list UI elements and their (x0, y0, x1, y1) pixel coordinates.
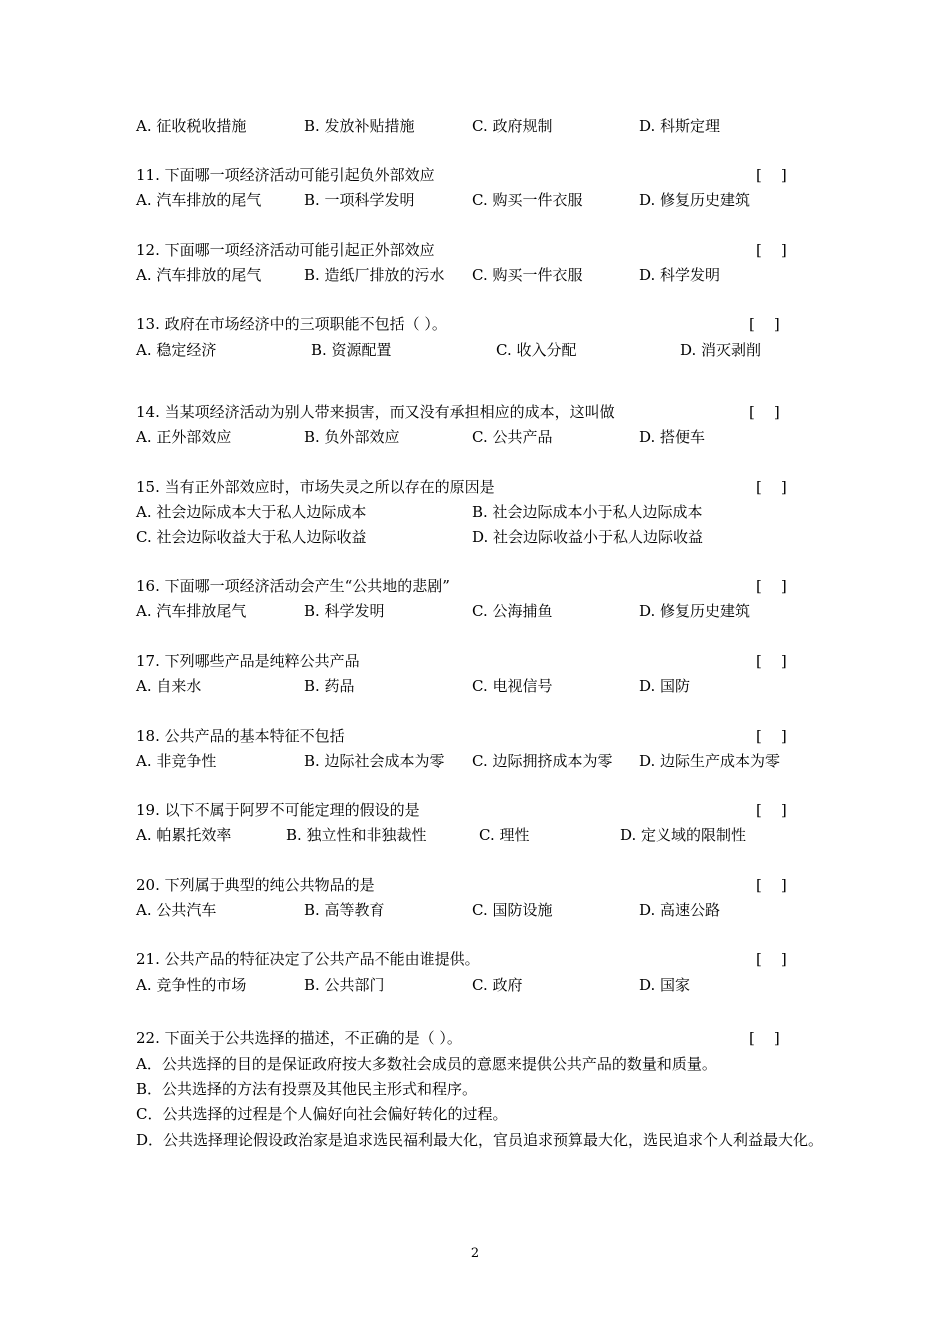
q17-answer-bracket: [ ] (756, 652, 787, 670)
q18-stem: 18. 公共产品的基本特征不包括 (136, 727, 345, 745)
q14-stem-row (136, 401, 816, 423)
q12-option-a: A. 汽车排放的尾气 (136, 266, 262, 284)
q19-answer-bracket: [ ] (756, 801, 787, 819)
q16-option-d: D. 修复历史建筑 (639, 602, 751, 620)
q17-option-c: C. 电视信号 (472, 677, 553, 695)
q15-stem-row (136, 476, 816, 498)
q17-option-a: A. 自来水 (136, 677, 202, 695)
q15-option-a: A. 社会边际成本大于私人边际成本 (136, 503, 367, 521)
q14-option-a: A. 正外部效应 (136, 428, 232, 446)
q10-option-b: B. 发放补贴措施 (304, 117, 415, 135)
q19-stem-row (136, 799, 816, 821)
q18-option-a: A. 非竞争性 (136, 752, 217, 770)
q16-option-c: C. 公海捕鱼 (472, 602, 553, 620)
q11-option-b: B. 一项科学发明 (304, 191, 415, 209)
q20-answer-bracket: [ ] (756, 876, 787, 894)
q11-option-a: A. 汽车排放的尾气 (136, 191, 262, 209)
q18-answer-bracket: [ ] (756, 727, 787, 745)
q15-stem: 15. 当有正外部效应时，市场失灵之所以存在的原因是 (136, 478, 495, 496)
q21-option-c: C. 政府 (472, 976, 523, 994)
q14-option-c: C. 公共产品 (472, 428, 553, 446)
q11-stem: 11. 下面哪一项经济活动可能引起负外部效应 (136, 166, 435, 184)
q18-option-b: B. 边际社会成本为零 (304, 752, 445, 770)
q12-answer-bracket: [ ] (756, 241, 787, 259)
q12-option-d: D. 科学发明 (639, 266, 721, 284)
q16-option-b: B. 科学发明 (304, 602, 385, 620)
q15-option-b: B. 社会边际成本小于私人边际成本 (472, 503, 703, 521)
q14-answer-bracket: [ ] (749, 403, 780, 421)
q16-stem-row (136, 575, 816, 597)
q19-option-b: B. 独立性和非独裁性 (286, 826, 427, 844)
q19-stem: 19. 以下不属于阿罗不可能定理的假设的是 (136, 801, 420, 819)
q20-stem-row (136, 874, 816, 896)
q11-option-c: C. 购买一件衣服 (472, 191, 583, 209)
q22-stem-row (136, 1027, 816, 1049)
q18-stem-row (136, 725, 816, 747)
q19-option-a: A. 帕累托效率 (136, 826, 232, 844)
q13-answer-bracket: [ ] (749, 315, 780, 333)
q18-option-c: C. 边际拥挤成本为零 (472, 752, 613, 770)
q13-stem: 13. 政府在市场经济中的三项职能不包括（ ）。 (136, 315, 447, 333)
q21-answer-bracket: [ ] (756, 950, 787, 968)
q22-stem: 22. 下面关于公共选择的描述，不正确的是（ ）。 (136, 1029, 462, 1047)
q21-option-d: D. 国家 (639, 976, 691, 994)
q21-stem: 21. 公共产品的特征决定了公共产品不能由谁提供。 (136, 950, 480, 968)
q21-option-b: B. 公共部门 (304, 976, 385, 994)
q10-option-c: C. 政府规制 (472, 117, 553, 135)
q12-stem-row (136, 239, 816, 261)
q13-option-a: A. 稳定经济 (136, 341, 217, 359)
q10-option-a: A. 征收税收措施 (136, 117, 247, 135)
q12-option-b: B. 造纸厂排放的污水 (304, 266, 445, 284)
q16-stem: 16. 下面哪一项经济活动会产生“公共地的悲剧” (136, 577, 450, 595)
q11-option-d: D. 修复历史建筑 (639, 191, 751, 209)
q22-option-a: A．公共选择的目的是保证政府按大多数社会成员的意愿来提供公共产品的数量和质量。 (136, 1055, 717, 1073)
page-number: 2 (470, 1246, 480, 1261)
q22-option-b: B．公共选择的方法有投票及其他民主形式和程序。 (136, 1080, 478, 1098)
q20-option-b: B. 高等教育 (304, 901, 385, 919)
q13-option-c: C. 收入分配 (496, 341, 577, 359)
q20-option-c: C. 国防设施 (472, 901, 553, 919)
q13-option-d: D. 消灭剥削 (680, 341, 762, 359)
q17-option-d: D. 国防 (639, 677, 691, 695)
q19-option-c: C. 理性 (479, 826, 530, 844)
q17-option-b: B. 药品 (304, 677, 355, 695)
q22-answer-bracket: [ ] (749, 1029, 780, 1047)
q14-option-d: D. 搭便车 (639, 428, 706, 446)
q13-stem-row (136, 313, 816, 335)
q13-option-b: B. 资源配置 (311, 341, 392, 359)
q18-option-d: D. 边际生产成本为零 (639, 752, 781, 770)
q20-option-d: D. 高速公路 (639, 901, 721, 919)
q11-answer-bracket: [ ] (756, 166, 787, 184)
q21-stem-row (136, 948, 816, 970)
q10-option-d: D. 科斯定理 (639, 117, 721, 135)
q15-option-d: D. 社会边际收益小于私人边际收益 (472, 528, 704, 546)
q19-option-d: D. 定义域的限制性 (620, 826, 747, 844)
q16-answer-bracket: [ ] (756, 577, 787, 595)
q15-answer-bracket: [ ] (756, 478, 787, 496)
q17-stem-row (136, 650, 816, 672)
q17-stem: 17. 下列哪些产品是纯粹公共产品 (136, 652, 360, 670)
q14-option-b: B. 负外部效应 (304, 428, 400, 446)
q15-option-c: C. 社会边际收益大于私人边际收益 (136, 528, 367, 546)
q11-stem-row (136, 164, 816, 186)
q22-option-d: D．公共选择理论假设政治家是追求选民福利最大化，官员追求预算最大化，选民追求个人利益最大化。 (136, 1131, 824, 1149)
q20-option-a: A. 公共汽车 (136, 901, 217, 919)
q16-option-a: A. 汽车排放尾气 (136, 602, 247, 620)
q20-stem: 20. 下列属于典型的纯公共物品的是 (136, 876, 375, 894)
q12-stem: 12. 下面哪一项经济活动可能引起正外部效应 (136, 241, 435, 259)
q12-option-c: C. 购买一件衣服 (472, 266, 583, 284)
q14-stem: 14. 当某项经济活动为别人带来损害，而又没有承担相应的成本，这叫做 (136, 403, 615, 421)
q21-option-a: A. 竞争性的市场 (136, 976, 247, 994)
q22-option-c: C．公共选择的过程是个人偏好向社会偏好转化的过程。 (136, 1105, 508, 1123)
